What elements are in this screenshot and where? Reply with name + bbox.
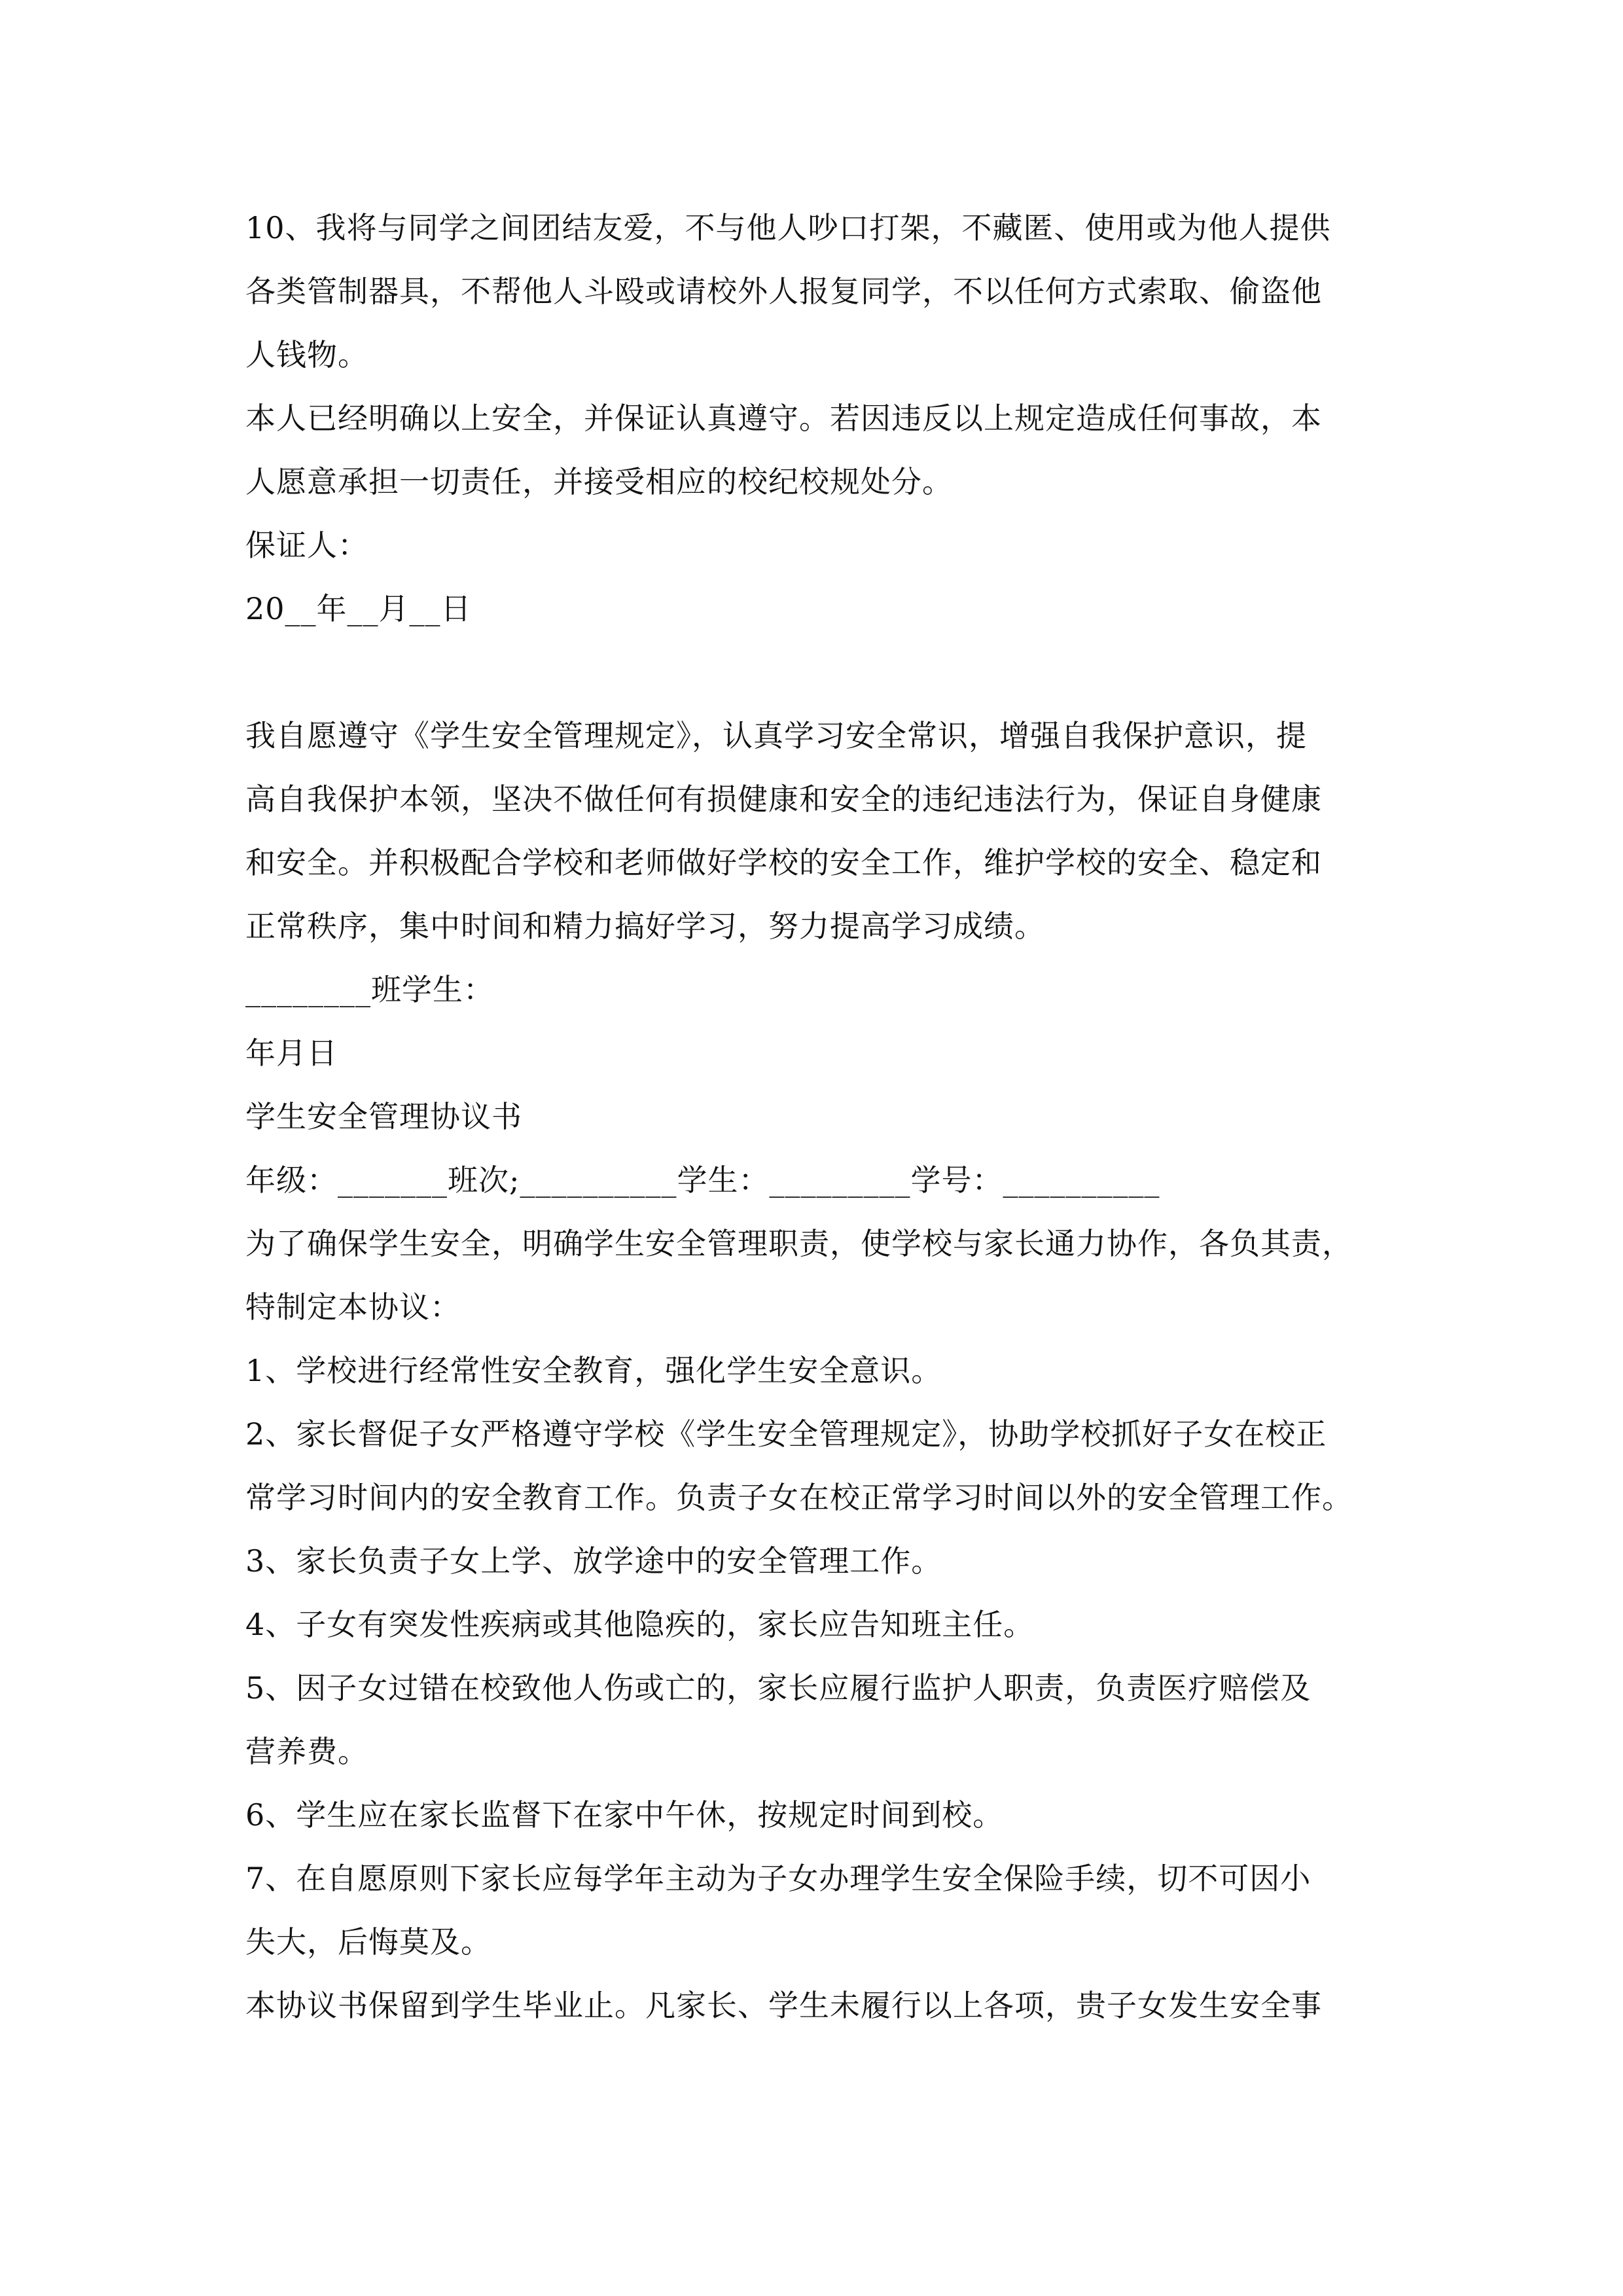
text-line: 正常秩序，集中时间和精力搞好学习，努力提高学习成绩。	[245, 908, 1045, 944]
text-line: 特制定本协议：	[245, 1289, 461, 1325]
form-fields-line: 年级：_______班次;__________学生：_________学号：__________	[245, 1162, 1160, 1198]
clause-7-cont: 失大，后悔莫及。	[245, 1924, 491, 1960]
clause-2-cont: 常学习时间内的安全教育工作。负责子女在校正常学习时间以外的安全管理工作。	[245, 1480, 1353, 1515]
clause-3: 3、家长负责子女上学、放学途中的安全管理工作。	[245, 1543, 942, 1579]
clause-5-cont: 营养费。	[245, 1734, 368, 1769]
text-line: 人钱物。	[245, 337, 368, 372]
text-line: 为了确保学生安全，明确学生安全管理职责，使学校与家长通力协作，各负其责，	[245, 1226, 1353, 1261]
clause-1: 1、学校进行经常性安全教育，强化学生安全意识。	[245, 1353, 942, 1388]
clause-7: 7、在自愿原则下家长应每学年主动为子女办理学生安全保险手续，切不可因小	[245, 1861, 1311, 1896]
text-line: 高自我保护本领，坚决不做任何有损健康和安全的违纪违法行为，保证自身健康	[245, 781, 1322, 817]
agreement-title: 学生安全管理协议书	[245, 1099, 522, 1134]
text-line: 本人已经明确以上安全，并保证认真遵守。若因违反以上规定造成任何事故，本	[245, 401, 1322, 436]
paragraph-gap	[245, 641, 1397, 704]
class-student-line: ________班学生：	[245, 972, 494, 1007]
text-line: 人愿意承担一切责任，并接受相应的校纪校规处分。	[245, 464, 953, 499]
date-line: 年月日	[245, 1035, 338, 1071]
text-line: 我自愿遵守《学生安全管理规定》，认真学习安全常识，增强自我保护意识，提	[245, 718, 1307, 753]
clause-2: 2、家长督促子女严格遵守学校《学生安全管理规定》，协助学校抓好子女在校正	[245, 1416, 1327, 1452]
text-line: 和安全。并积极配合学校和老师做好学校的安全工作，维护学校的安全、稳定和	[245, 845, 1322, 880]
clause-5: 5、因子女过错在校致他人伤或亡的，家长应履行监护人职责，负责医疗赔偿及	[245, 1670, 1311, 1706]
document-page	[245, 196, 1397, 2037]
clause-4: 4、子女有突发性疾病或其他隐疾的，家长应告知班主任。	[245, 1607, 1035, 1642]
text-line: 各类管制器具，不帮他人斗殴或请校外人报复同学，不以任何方式索取、偷盗他	[245, 274, 1322, 309]
text-line: 本协议书保留到学生毕业止。凡家长、学生未履行以上各项，贵子女发生安全事	[245, 1988, 1322, 2023]
clause-6: 6、学生应在家长监督下在家中午休，按规定时间到校。	[245, 1797, 1004, 1833]
date-line: 20__年__月__日	[245, 591, 472, 626]
text-line: 10、我将与同学之间团结友爱，不与他人吵口打架，不藏匿、使用或为他人提供	[245, 210, 1331, 245]
guarantor-label: 保证人：	[245, 528, 368, 563]
